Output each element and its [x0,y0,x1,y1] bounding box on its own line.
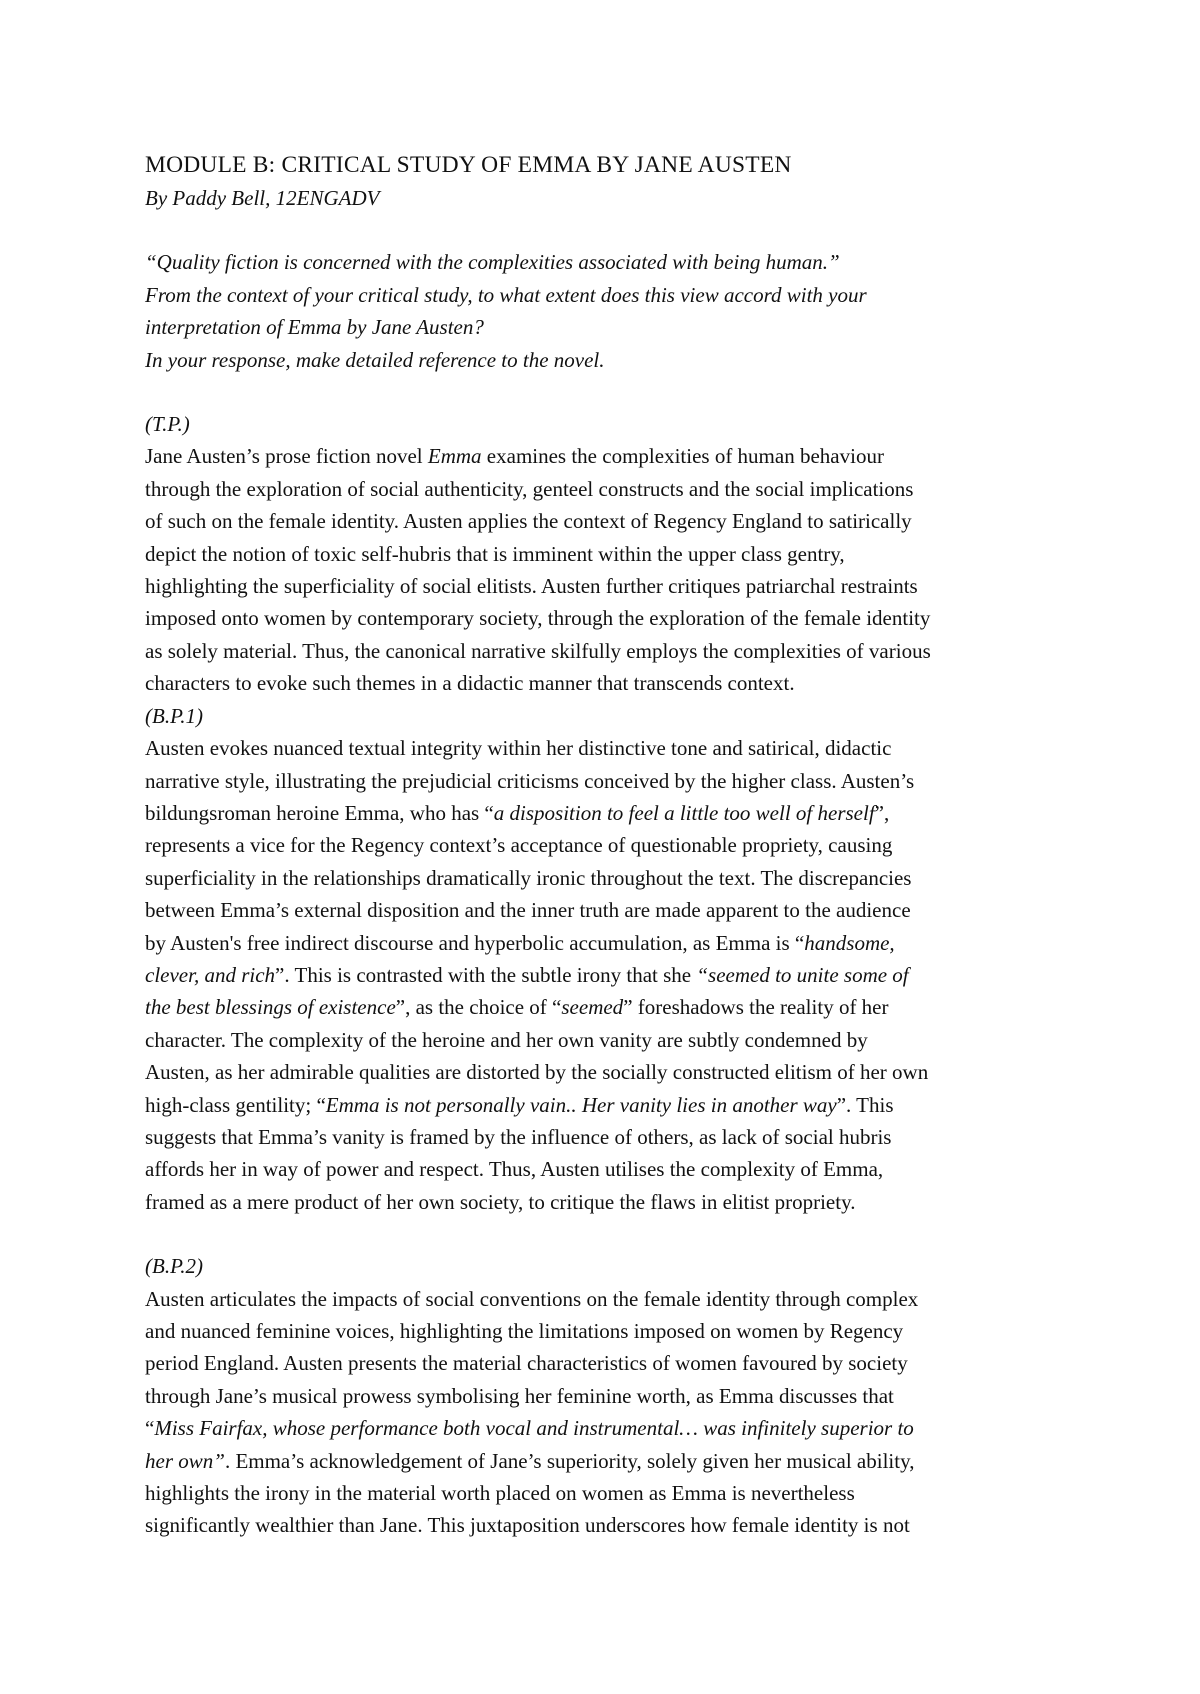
text-line: character. The complexity of the heroine and her own vanity are subtly condemned by [145,1027,868,1052]
text-line: through Jane’s musical prowess symbolising her feminine worth, as Emma discusses that [145,1383,894,1408]
paragraph-body-1 [145,732,1075,1218]
question-line: From the context of your critical study, to what extent does this view accord with your [145,282,867,307]
section-label-bp1: (B.P.1) [145,703,203,728]
paragraph-thesis [145,440,1075,699]
quoted-text: the best blessings of existence [145,995,396,1020]
text-line: highlights the irony in the material worth placed on women as Emma is nevertheless [145,1481,855,1506]
author-byline: By Paddy Bell, 12ENGADV [145,186,380,210]
text-line: represents a vice for the Regency context’s acceptance of questionable propriety, causing [145,833,893,858]
text-line: “Miss Fairfax, whose performance both vocal and instrumental… was infinitely superior to [145,1416,914,1441]
quoted-text: seemed [561,995,624,1020]
document-page [145,148,1075,1542]
text-line: clever, and rich”. This is contrasted with the subtle irony that she “seemed to unite some of [145,962,909,987]
text-line: by Austen's free indirect discourse and hyperbolic accumulation, as Emma is “handsome, [145,930,895,955]
question-line: interpretation of Emma by Jane Austen? [145,315,484,340]
quoted-text: her own” [145,1448,225,1473]
text-line: highlighting the superficiality of social elitists. Austen further critiques patriarchal restraints [145,574,918,599]
quoted-text: a disposition to feel a little too well of herself [493,800,875,825]
quoted-text: clever, and rich [145,962,276,987]
text-line: period England. Austen presents the material characteristics of women favoured by society [145,1351,908,1376]
quoted-text: Emma [427,444,482,469]
text-line: superficiality in the relationships dramatically ironic throughout the text. The discrepancies [145,865,912,890]
text-line: imposed onto women by contemporary society, through the exploration of the female identity [145,606,931,631]
text-line: bildungsroman heroine Emma, who has “a disposition to feel a little too well of herself”, [145,800,890,825]
text-line: of such on the female identity. Austen applies the context of Regency England to satirically [145,509,912,534]
text-line: depict the notion of toxic self-hubris that is imminent within the upper class gentry, [145,541,845,566]
essay-question [145,246,1075,376]
text-line: suggests that Emma’s vanity is framed by the influence of others, as lack of social hubris [145,1124,892,1149]
text-line: her own”. Emma’s acknowledgement of Jane’s superiority, solely given her musical ability, [145,1448,915,1473]
text-line: characters to evoke such themes in a didactic manner that transcends context. [145,671,795,696]
text-line: and nuanced feminine voices, highlighting the limitations imposed on women by Regency [145,1319,904,1343]
text-line: Austen, as her admirable qualities are distorted by the socially constructed elitism of her own [145,1060,929,1085]
question-line: “Quality fiction is concerned with the complexities associated with being human.” [145,250,840,275]
text-line: high-class gentility; “Emma is not personally vain.. Her vanity lies in another way”. This [145,1092,894,1117]
paragraph-body-2 [145,1283,1075,1542]
text-line: between Emma’s external disposition and the inner truth are made apparent to the audience [145,898,911,923]
text-line: through the exploration of social authenticity, genteel constructs and the social implications [145,476,914,501]
text-line: Austen articulates the impacts of social conventions on the female identity through complex [145,1286,919,1311]
quoted-text: handsome, [804,930,895,955]
text-line: Austen evokes nuanced textual integrity within her distinctive tone and satirical, didactic [145,736,892,761]
paragraph-spacer [145,1218,1075,1250]
quoted-text: “seemed to unite some of [696,962,909,987]
text-line: framed as a mere product of her own society, to critique the flaws in elitist propriety. [145,1189,856,1214]
text-line: as solely material. Thus, the canonical narrative skilfully employs the complexities of various [145,638,931,663]
text-line: Jane Austen’s prose fiction novel Emma examines the complexities of human behaviour [145,444,884,469]
text-line: significantly wealthier than Jane. This juxtaposition underscores how female identity is not [145,1513,910,1538]
text-line: affords her in way of power and respect. Thus, Austen utilises the complexity of Emma, [145,1157,884,1182]
section-label-tp: (T.P.) [145,412,190,437]
section-label-bp2: (B.P.2) [145,1254,203,1279]
quoted-text: Emma is not personally vain.. Her vanity lies in another way [325,1092,837,1117]
text-line: narrative style, illustrating the prejudicial criticisms conceived by the higher class. Austen’s [145,768,915,793]
quoted-text: Miss Fairfax, whose performance both vocal and instrumental… was infinitely superior to [154,1416,914,1441]
document-title: MODULE B: CRITICAL STUDY OF EMMA BY JANE AUSTEN [145,152,792,178]
question-line: In your response, make detailed reference to the novel. [145,347,605,372]
text-line: the best blessings of existence”, as the choice of “seemed” foreshadows the reality of her [145,995,889,1020]
